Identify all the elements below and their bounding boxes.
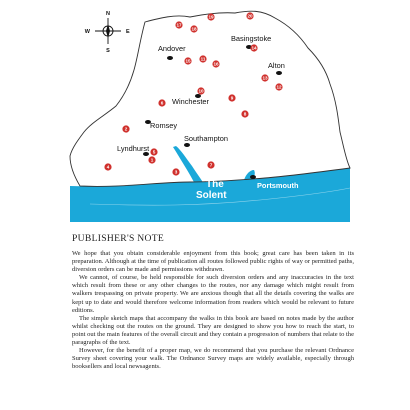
- walk-marker-6: [158, 99, 165, 106]
- portsmouth-dot: [250, 175, 256, 179]
- svg-text:18: 18: [191, 26, 197, 32]
- note-paragraph-1: We hope that you obtain considerable enjoyment from this book; great care has been taken in its preparation. Although at the time of publication all routes followed public rights of way or permitted paths, diversion orders can be made and permissions withdrawn.: [72, 250, 354, 274]
- note-paragraph-4: However, for the benefit of a proper map, we do recommend that you purchase the relevant Ordnance Survey sheet covering your walk. The Ordnance Survey maps are widely available, especially through booksellers and local newsagents.: [72, 347, 354, 371]
- svg-text:13: 13: [262, 75, 268, 81]
- walk-marker-16: [212, 60, 219, 67]
- walk-marker-9: [228, 94, 235, 101]
- svg-text:19: 19: [208, 14, 214, 20]
- walk-marker-2: [122, 125, 129, 132]
- svg-text:9: 9: [230, 95, 234, 101]
- walk-marker-11: [199, 55, 206, 62]
- solent-label-line2: Solent: [196, 190, 227, 201]
- svg-text:7: 7: [209, 162, 213, 168]
- compass-s: S: [106, 48, 110, 54]
- walk-marker-20: [246, 12, 253, 19]
- town-lyndhurst: Lyndhurst: [117, 144, 150, 153]
- svg-text:12: 12: [276, 84, 282, 90]
- svg-text:17: 17: [176, 22, 182, 28]
- svg-text:10: 10: [198, 88, 204, 94]
- walk-marker-19: [207, 13, 214, 20]
- publishers-note: [72, 233, 354, 371]
- note-paragraph-2: We cannot, of course, be held responsible for such diversion orders and any inaccuracies in the text which result from these or any other changes to the routes, nor any damage which might result from walkers trespassing on private property. We are anxious though that all the details covering the walks are kept up to date and would therefore welcome information from readers which would be relevant to future editions.: [72, 274, 354, 314]
- town-winchester: Winchester: [172, 97, 209, 106]
- walk-marker-13: [261, 74, 268, 81]
- svg-text:20: 20: [247, 13, 253, 19]
- walk-marker-4: [104, 163, 111, 170]
- svg-text:8: 8: [243, 111, 247, 117]
- svg-text:2: 2: [124, 126, 128, 132]
- town-romsey: Romsey: [150, 121, 178, 130]
- andover-dot: [167, 56, 173, 60]
- compass-rose: [85, 11, 130, 54]
- compass-n: N: [106, 11, 110, 17]
- town-southampton: Southampton: [184, 134, 228, 143]
- svg-text:3: 3: [174, 169, 178, 175]
- svg-text:4: 4: [106, 164, 110, 170]
- walk-marker-10: [197, 87, 204, 94]
- compass-w: W: [84, 29, 90, 35]
- svg-text:14: 14: [251, 45, 257, 51]
- walk-marker-14: [250, 44, 257, 51]
- alton-dot: [276, 71, 282, 75]
- svg-text:11: 11: [200, 56, 206, 62]
- southampton-dot: [184, 143, 190, 147]
- county-outline: [70, 11, 350, 186]
- walk-marker-8: [241, 110, 248, 117]
- town-andover: Andover: [158, 44, 186, 53]
- svg-text:1: 1: [150, 157, 154, 163]
- town-basingstoke: Basingstoke: [231, 34, 272, 43]
- svg-text:5: 5: [152, 149, 156, 155]
- walk-marker-5: [150, 148, 157, 155]
- walk-marker-15: [184, 57, 191, 64]
- svg-text:15: 15: [185, 58, 191, 64]
- town-alton: Alton: [268, 61, 285, 70]
- walk-marker-1: [148, 156, 155, 163]
- solent-label-line1: The: [206, 179, 224, 190]
- compass-e: E: [126, 29, 130, 35]
- walk-marker-3: [172, 168, 179, 175]
- note-paragraph-3: The simple sketch maps that accompany the walks in this book are based on notes made by the author whilst checking out the routes on the ground. They are designed to show you how to reach the start, to point out the main features of the overall circuit and they contain a progression of numbers that relate to the paragraphs of the text.: [72, 314, 354, 347]
- walk-marker-12: [275, 83, 282, 90]
- note-title: PUBLISHER'S NOTE: [72, 233, 165, 244]
- svg-text:16: 16: [213, 61, 219, 67]
- walk-marker-17: [175, 21, 182, 28]
- svg-text:6: 6: [160, 100, 164, 106]
- southampton-water: [173, 146, 205, 186]
- walk-marker-7: [207, 161, 214, 168]
- walk-marker-18: [190, 25, 197, 32]
- town-portsmouth: Portsmouth: [257, 181, 299, 190]
